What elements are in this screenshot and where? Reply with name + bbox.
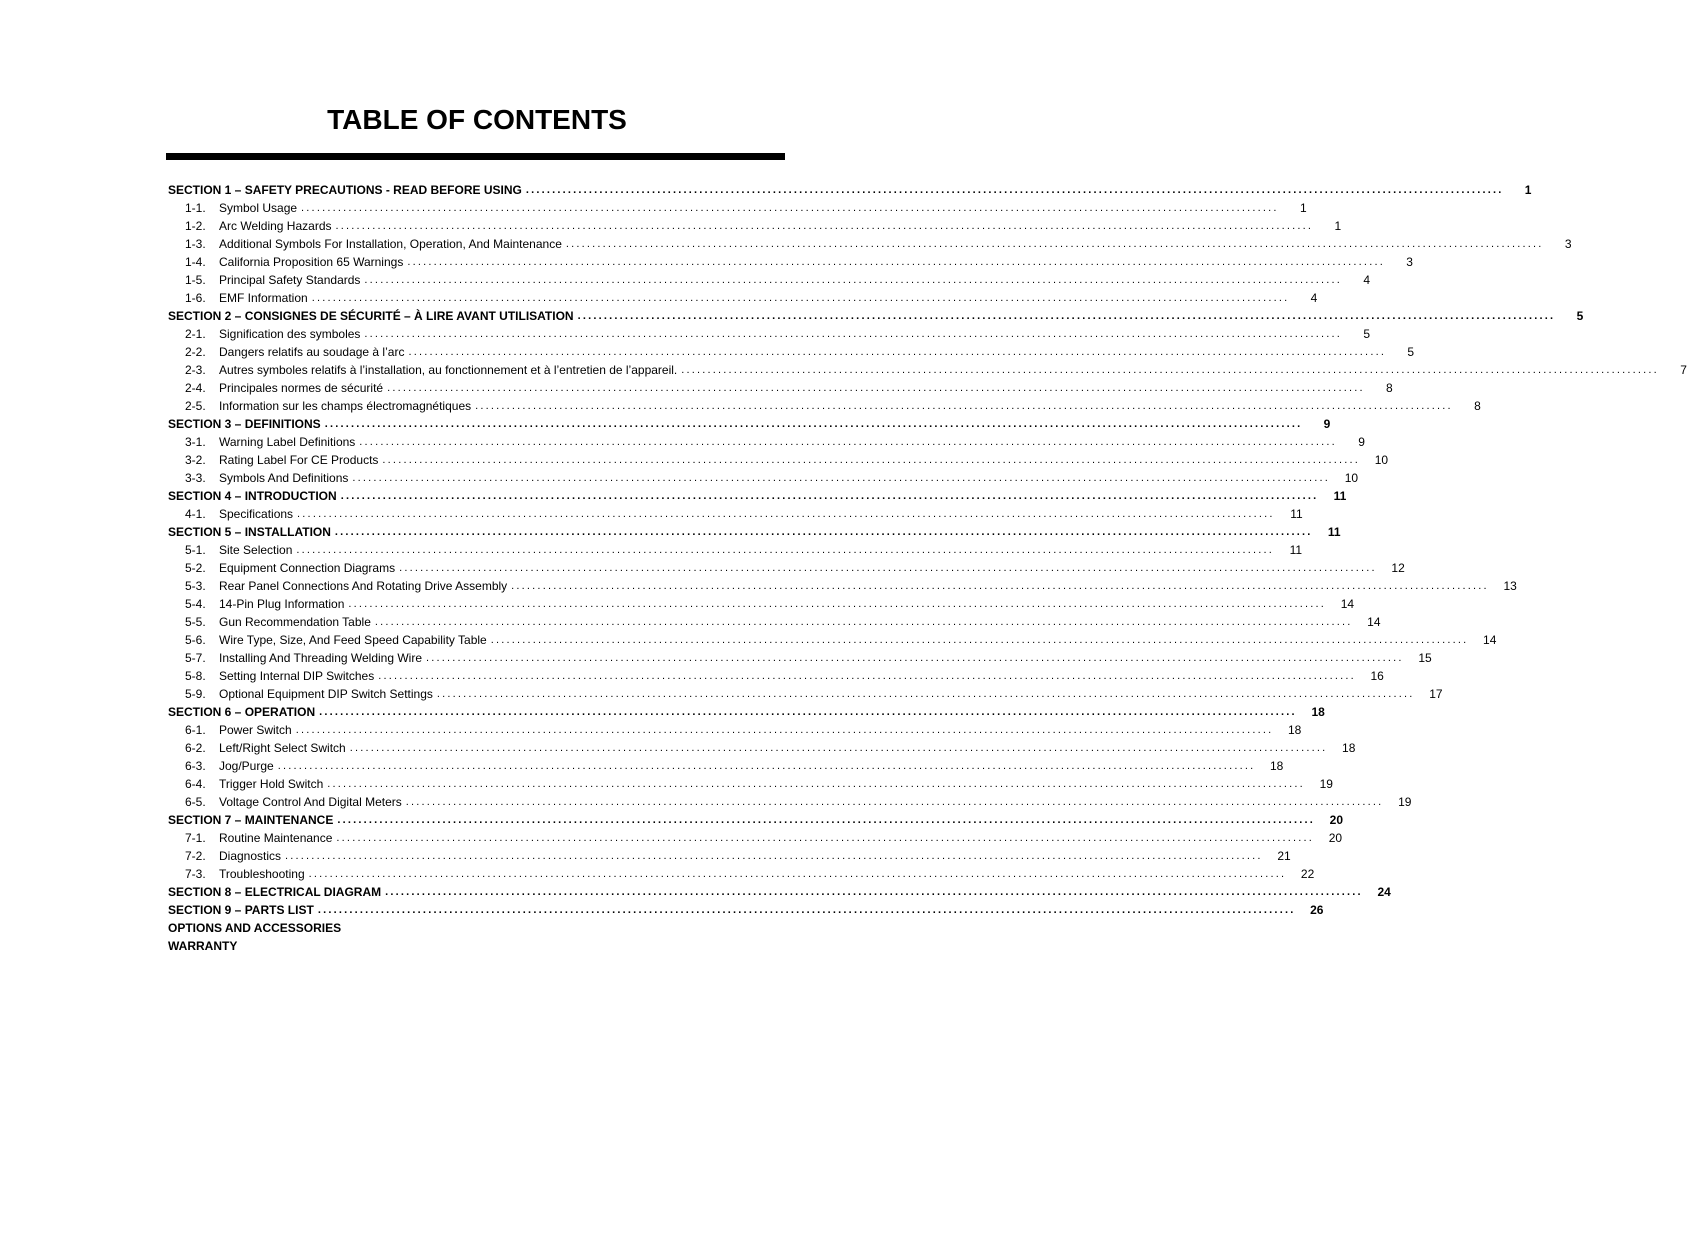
toc-dot-leader: .......................................................................................................................................................................................... — [378, 670, 1356, 682]
toc-page-number: 14 — [1367, 615, 1381, 629]
toc-subsection-entry[interactable] — [168, 397, 1481, 415]
toc-plain-entry[interactable] — [168, 919, 785, 937]
toc-entry-number: 5-4. — [185, 597, 206, 611]
toc-dot-leader: .......................................................................................................................................................................................... — [490, 634, 1469, 646]
toc-entry-number: 5-6. — [185, 633, 206, 647]
toc-subsection-entry[interactable] — [168, 289, 1318, 307]
toc-dot-leader: .......................................................................................................................................................................................... — [364, 328, 1343, 340]
toc-entry-title: Dangers relatifs au soudage à l’arc — [219, 345, 405, 359]
toc-dot-leader: .......................................................................................................................................................................................... — [364, 274, 1343, 286]
toc-subsection-entry[interactable] — [168, 721, 1302, 739]
toc-dot-leader: .......................................................................................................................................................................................... — [324, 418, 1303, 430]
toc-entry-number: 6-2. — [185, 741, 206, 755]
toc-page-number: 3 — [1564, 237, 1572, 251]
toc-subsection-entry[interactable] — [168, 433, 1365, 451]
toc-entry-number: 1-6. — [185, 291, 206, 305]
toc-dot-leader: .......................................................................................................................................................................................... — [336, 832, 1315, 844]
toc-page-number: 1 — [1300, 201, 1307, 215]
toc-entry-title: SECTION 8 – ELECTRICAL DIAGRAM — [168, 885, 382, 899]
toc-dot-leader: .......................................................................................................................................................................................... — [374, 616, 1353, 628]
toc-entry-number: 6-3. — [185, 759, 206, 773]
toc-page-number: 19 — [1398, 795, 1412, 809]
toc-entry-number: 5-7. — [185, 651, 206, 665]
toc-entry-number: 1-1. — [185, 201, 206, 215]
title-rule — [166, 153, 785, 160]
toc-entry-number: 5-3. — [185, 579, 206, 593]
toc-page-number: 15 — [1418, 651, 1432, 665]
toc-page-number: 5 — [1576, 309, 1584, 323]
toc-entry-number: 2-1. — [185, 327, 206, 341]
toc-subsection-entry[interactable] — [168, 577, 1517, 595]
toc-entry-title: Information sur les champs électromagnétiques — [219, 399, 472, 413]
toc-entry-number: 1-4. — [185, 255, 206, 269]
toc-section-entry[interactable] — [168, 523, 1341, 541]
toc-entry-number: 5-1. — [185, 543, 206, 557]
toc-dot-leader: .......................................................................................................................................................................................... — [277, 760, 1256, 772]
toc-subsection-entry[interactable] — [168, 235, 1572, 253]
toc-page-number: 11 — [1290, 507, 1303, 521]
toc-entry-title: Equipment Connection Diagrams — [219, 561, 396, 575]
toc-dot-leader: .......................................................................................................................................................................................... — [340, 490, 1319, 502]
toc-subsection-entry[interactable] — [168, 361, 1687, 379]
toc-section-entry[interactable] — [168, 181, 1532, 199]
toc-dot-leader: .......................................................................................................................................................................................... — [565, 238, 1544, 250]
toc-entry-title: Rear Panel Connections And Rotating Drive Assembly — [219, 579, 508, 593]
toc-page-number: 19 — [1319, 777, 1333, 791]
toc-dot-leader: .......................................................................................................................................................................................... — [301, 202, 1279, 214]
toc-page-number: 18 — [1342, 741, 1356, 755]
toc-subsection-entry[interactable] — [168, 505, 1303, 523]
toc-page-number: 4 — [1363, 273, 1371, 287]
toc-section-entry[interactable] — [168, 811, 1344, 829]
toc-dot-leader: .......................................................................................................................................................................................... — [317, 904, 1296, 916]
toc-entry-title: Wire Type, Size, And Feed Speed Capability Table — [219, 633, 487, 647]
toc-subsection-entry[interactable] — [168, 451, 1389, 469]
toc-dot-leader: .......................................................................................................................................................................................... — [352, 472, 1331, 484]
toc-page-number: 1 — [1524, 183, 1532, 197]
toc-entry-title: Symbol Usage — [219, 201, 298, 215]
toc-entry-title: Optional Equipment DIP Switch Settings — [219, 687, 433, 701]
toc-entry-title: SECTION 5 – INSTALLATION — [168, 525, 331, 539]
toc-subsection-entry[interactable] — [168, 343, 1415, 361]
toc-page-number: 4 — [1310, 291, 1318, 305]
toc-page-number: 16 — [1370, 669, 1384, 683]
toc-entry-number: 2-4. — [185, 381, 206, 395]
toc-subsection-entry[interactable] — [168, 217, 1342, 235]
toc-entry-number: 7-1. — [185, 831, 206, 845]
toc-entry-number: 5-8. — [185, 669, 206, 683]
toc-page-number: 11 — [1289, 543, 1303, 557]
toc-entry-number: 3-2. — [185, 453, 206, 467]
toc-dot-leader: .......................................................................................................................................................................................... — [295, 724, 1274, 736]
toc-subsection-entry[interactable] — [168, 271, 1371, 289]
toc-subsection-entry[interactable] — [168, 199, 1307, 217]
toc-page-number: 26 — [1310, 903, 1324, 917]
toc-page-number: 18 — [1270, 759, 1284, 773]
toc-dot-leader: .......................................................................................................................................................................................... — [285, 850, 1263, 862]
toc-page-number: 9 — [1323, 417, 1331, 431]
toc-entry-number: 7-2. — [185, 849, 206, 863]
toc-page-number: 13 — [1503, 579, 1517, 593]
toc-entry-number: 2-2. — [185, 345, 206, 359]
toc-page-number: 24 — [1377, 885, 1391, 899]
toc-entry-title: Rating Label For CE Products — [219, 453, 379, 467]
toc-entry-title: Warning Label Definitions — [219, 435, 356, 449]
toc-page-number: 9 — [1358, 435, 1365, 449]
toc-section-entry[interactable] — [168, 901, 1324, 919]
toc-subsection-entry[interactable] — [168, 829, 1343, 847]
toc-entry-number: 1-2. — [185, 219, 206, 233]
toc-page-number: 8 — [1474, 399, 1481, 413]
toc-subsection-entry[interactable] — [168, 595, 1355, 613]
toc-entry-title: Power Switch — [219, 723, 292, 737]
toc-entry-title: 14-Pin Plug Information — [219, 597, 345, 611]
toc-page-number: 10 — [1374, 453, 1389, 467]
toc-plain-entry[interactable] — [168, 937, 785, 955]
toc-entry-number: 3-3. — [185, 471, 206, 485]
toc-page-number: 7 — [1680, 363, 1687, 377]
toc-page-number: 14 — [1483, 633, 1497, 647]
toc-entry-title: Routine Maintenance — [219, 831, 333, 845]
toc-page-number: 20 — [1328, 831, 1343, 845]
toc-page-number: 18 — [1311, 705, 1325, 719]
toc-entry-title: Site Selection — [219, 543, 293, 557]
toc-dot-leader: .......................................................................................................................................................................................... — [577, 310, 1556, 322]
toc-entry-title: Troubleshooting — [219, 867, 305, 881]
toc-section-entry[interactable] — [168, 307, 1584, 325]
toc-section-entry[interactable] — [168, 703, 1325, 721]
toc-dot-leader: .......................................................................................................................................................................................... — [327, 778, 1305, 790]
toc-subsection-entry[interactable] — [168, 613, 1381, 631]
toc-subsection-entry[interactable] — [168, 469, 1359, 487]
toc-entry-title: Diagnostics — [219, 849, 282, 863]
toc-entry-title: Symbols And Definitions — [219, 471, 349, 485]
toc-entry-number: 7-3. — [185, 867, 206, 881]
toc-dot-leader: .......................................................................................................................................................................................... — [405, 796, 1384, 808]
toc-dot-leader: .......................................................................................................................................................................................... — [319, 706, 1297, 718]
toc-entry-title: OPTIONS AND ACCESSORIES — [168, 921, 342, 935]
toc-entry-title: SECTION 3 – DEFINITIONS — [168, 417, 321, 431]
toc-section-entry[interactable] — [168, 487, 1347, 505]
toc-entry-title: Jog/Purge — [219, 759, 274, 773]
toc-entry-title: SECTION 7 – MAINTENANCE — [168, 813, 334, 827]
toc-dot-leader: .......................................................................................................................................................................................... — [681, 364, 1659, 376]
toc-entry-title: California Proposition 65 Warnings — [219, 255, 404, 269]
toc-entry-title: Autres symboles relatifs à l’installation, au fonctionnement et à l’entretien de l’appareil. — [219, 363, 678, 377]
toc-page-number: 11 — [1333, 489, 1347, 503]
toc-entry-title: SECTION 4 – INTRODUCTION — [168, 489, 337, 503]
toc-entry-title: Setting Internal DIP Switches — [219, 669, 375, 683]
toc-page-number: 10 — [1344, 471, 1359, 485]
toc-subsection-entry[interactable] — [168, 649, 1432, 667]
toc-entry-title: Principal Safety Standards — [219, 273, 361, 287]
toc-dot-leader: .......................................................................................................................................................................................... — [308, 868, 1287, 880]
toc-entry-title: Arc Welding Hazards — [219, 219, 332, 233]
toc-dot-leader: .......................................................................................................................................................................................... — [387, 382, 1365, 394]
toc-dot-leader: .......................................................................................................................................................................................... — [408, 346, 1387, 358]
toc-entry-title: Signification des symboles — [219, 327, 361, 341]
toc-dot-leader: .......................................................................................................................................................................................... — [334, 526, 1313, 538]
toc-dot-leader: .......................................................................................................................................................................................... — [426, 652, 1404, 664]
toc-entry-number: 4-1. — [185, 507, 206, 521]
toc-subsection-entry[interactable] — [168, 775, 1333, 793]
toc-subsection-entry[interactable] — [168, 559, 1405, 577]
toc-page-number: 12 — [1391, 561, 1405, 575]
toc-dot-leader: .......................................................................................................................................................................................... — [385, 886, 1363, 898]
toc-dot-leader: .......................................................................................................................................................................................... — [335, 220, 1314, 232]
toc-entry-title: SECTION 9 – PARTS LIST — [168, 903, 314, 917]
toc-page-number: 21 — [1277, 849, 1291, 863]
toc-entry-number: 3-1. — [185, 435, 206, 449]
toc-entry-title: Principales normes de sécurité — [219, 381, 384, 395]
toc-subsection-entry[interactable] — [168, 847, 1291, 865]
toc-entry-number: 6-1. — [185, 723, 206, 737]
toc-entry-title: Additional Symbols For Installation, Operation, And Maintenance — [219, 237, 562, 251]
toc-subsection-entry[interactable] — [168, 325, 1371, 343]
toc-page-number: 14 — [1340, 597, 1355, 611]
toc-subsection-entry[interactable] — [168, 865, 1315, 883]
toc-dot-leader: .......................................................................................................................................................................................... — [407, 256, 1385, 268]
toc-entry-title: SECTION 6 – OPERATION — [168, 705, 316, 719]
toc-page-number: 5 — [1363, 327, 1371, 341]
toc-subsection-entry[interactable] — [168, 757, 1284, 775]
toc-subsection-entry[interactable] — [168, 685, 1443, 703]
toc-dot-leader: .......................................................................................................................................................................................... — [511, 580, 1489, 592]
toc-page-number: 17 — [1429, 687, 1443, 701]
toc-entry-number: 2-5. — [185, 399, 206, 413]
toc-entry-number: 1-3. — [185, 237, 206, 251]
toc-subsection-entry[interactable] — [168, 667, 1384, 685]
toc-dot-leader: .......................................................................................................................................................................................... — [382, 454, 1361, 466]
toc-subsection-entry[interactable] — [168, 793, 1412, 811]
toc-subsection-entry[interactable] — [168, 631, 1497, 649]
toc-dot-leader: .......................................................................................................................................................................................... — [436, 688, 1415, 700]
toc-page-number: 22 — [1300, 867, 1315, 881]
toc-section-entry[interactable] — [168, 883, 1391, 901]
toc-entry-title: SECTION 2 – CONSIGNES DE SÉCURITÉ – À LIRE AVANT UTILISATION — [168, 309, 574, 323]
toc-entry-title: Left/Right Select Switch — [219, 741, 346, 755]
toc-entry-number: 1-5. — [185, 273, 206, 287]
toc-dot-leader: .......................................................................................................................................................................................... — [297, 508, 1275, 520]
toc-subsection-entry[interactable] — [168, 541, 1303, 559]
toc-entry-number: 5-9. — [185, 687, 206, 701]
toc-entry-title: Specifications — [219, 507, 294, 521]
toc-entry-title: WARRANTY — [168, 939, 238, 953]
toc-subsection-entry[interactable] — [168, 739, 1356, 757]
toc-dot-leader: .......................................................................................................................................................................................... — [296, 544, 1275, 556]
toc-page-number: 5 — [1407, 345, 1415, 359]
page-title: TABLE OF CONTENTS — [327, 104, 627, 135]
toc-page-number: 18 — [1288, 723, 1302, 737]
toc-dot-leader: .......................................................................................................................................................................................... — [475, 400, 1453, 412]
toc-subsection-entry[interactable] — [168, 379, 1393, 397]
toc-entry-title: Voltage Control And Digital Meters — [219, 795, 402, 809]
toc-page-number: 3 — [1406, 255, 1413, 269]
toc-entry-title: Gun Recommendation Table — [219, 615, 371, 629]
toc-dot-leader: .......................................................................................................................................................................................... — [311, 292, 1290, 304]
toc-entry-number: 2-3. — [185, 363, 206, 377]
toc-dot-leader: .......................................................................................................................................................................................... — [399, 562, 1377, 574]
toc-dot-leader: .......................................................................................................................................................................................... — [349, 742, 1328, 754]
toc-dot-leader: .......................................................................................................................................................................................... — [359, 436, 1337, 448]
toc-dot-leader: .......................................................................................................................................................................................... — [337, 814, 1316, 826]
toc-page-number: 11 — [1327, 525, 1341, 539]
toc-entry-number: 5-5. — [185, 615, 206, 629]
table-of-contents — [168, 181, 1687, 955]
toc-page-number: 8 — [1386, 381, 1393, 395]
toc-dot-leader: .......................................................................................................................................................................................... — [348, 598, 1327, 610]
toc-entry-title: Installing And Threading Welding Wire — [219, 651, 423, 665]
toc-entry-number: 5-2. — [185, 561, 206, 575]
toc-section-entry[interactable] — [168, 415, 1331, 433]
toc-subsection-entry[interactable] — [168, 253, 1413, 271]
toc-entry-number: 6-5. — [185, 795, 206, 809]
toc-entry-number: 6-4. — [185, 777, 206, 791]
toc-dot-leader: .......................................................................................................................................................................................... — [525, 184, 1504, 196]
toc-entry-title: Trigger Hold Switch — [219, 777, 324, 791]
toc-entry-title: EMF Information — [219, 291, 308, 305]
toc-page-number: 1 — [1334, 219, 1342, 233]
toc-entry-title: SECTION 1 – SAFETY PRECAUTIONS - READ BEFORE USING — [168, 183, 522, 197]
toc-page-number: 20 — [1329, 813, 1344, 827]
